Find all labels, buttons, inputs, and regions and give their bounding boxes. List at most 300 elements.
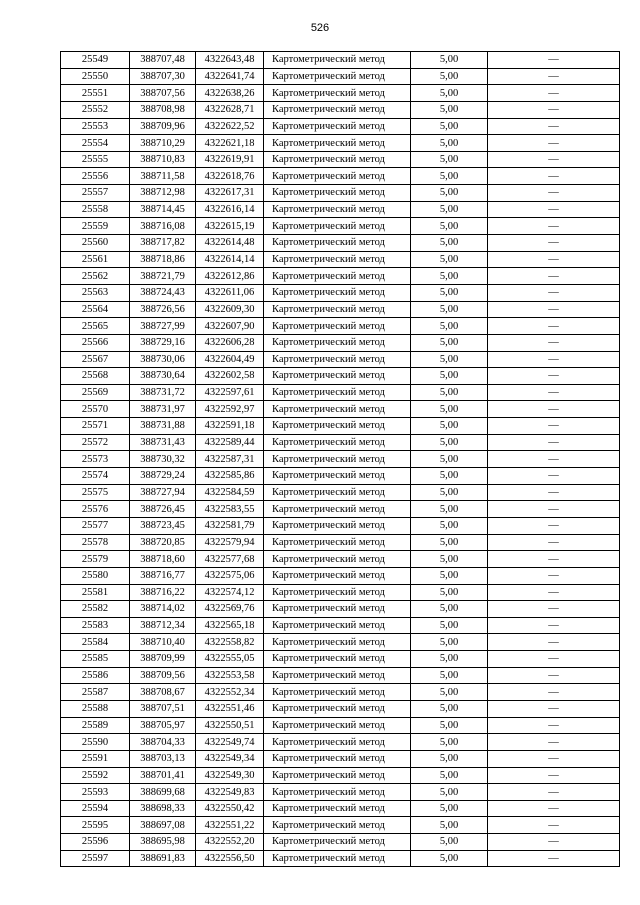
method-cell: Картометрический метод bbox=[264, 817, 411, 834]
point-id-cell: 25550 bbox=[61, 68, 130, 85]
description-cell: — bbox=[488, 284, 620, 301]
x-coordinate-cell: 388716,22 bbox=[130, 584, 196, 601]
table-row bbox=[61, 301, 620, 318]
accuracy-cell: 5,00 bbox=[411, 634, 488, 651]
method-cell: Картометрический метод bbox=[264, 784, 411, 801]
point-id-cell: 25574 bbox=[61, 468, 130, 485]
point-id-cell: 25555 bbox=[61, 151, 130, 168]
description-cell: — bbox=[488, 451, 620, 468]
coordinates-table bbox=[60, 51, 620, 867]
point-id-cell: 25557 bbox=[61, 185, 130, 202]
x-coordinate-cell: 388711,58 bbox=[130, 168, 196, 185]
point-id-cell: 25582 bbox=[61, 601, 130, 618]
table-row bbox=[61, 468, 620, 485]
point-id-cell: 25566 bbox=[61, 334, 130, 351]
point-id-cell: 25552 bbox=[61, 101, 130, 118]
y-coordinate-cell: 4322581,79 bbox=[196, 517, 264, 534]
description-cell: — bbox=[488, 118, 620, 135]
y-coordinate-cell: 4322591,18 bbox=[196, 418, 264, 435]
description-cell: — bbox=[488, 501, 620, 518]
x-coordinate-cell: 388716,77 bbox=[130, 567, 196, 584]
method-cell: Картометрический метод bbox=[264, 534, 411, 551]
point-id-cell: 25592 bbox=[61, 767, 130, 784]
y-coordinate-cell: 4322549,34 bbox=[196, 750, 264, 767]
description-cell: — bbox=[488, 817, 620, 834]
point-id-cell: 25596 bbox=[61, 834, 130, 851]
table-row bbox=[61, 201, 620, 218]
description-cell: — bbox=[488, 185, 620, 202]
x-coordinate-cell: 388726,45 bbox=[130, 501, 196, 518]
table-row bbox=[61, 617, 620, 634]
table-row bbox=[61, 52, 620, 69]
table-row bbox=[61, 384, 620, 401]
x-coordinate-cell: 388714,45 bbox=[130, 201, 196, 218]
method-cell: Картометрический метод bbox=[264, 318, 411, 335]
accuracy-cell: 5,00 bbox=[411, 800, 488, 817]
description-cell: — bbox=[488, 68, 620, 85]
description-cell: — bbox=[488, 418, 620, 435]
point-id-cell: 25588 bbox=[61, 700, 130, 717]
table-row bbox=[61, 534, 620, 551]
point-id-cell: 25564 bbox=[61, 301, 130, 318]
accuracy-cell: 5,00 bbox=[411, 468, 488, 485]
x-coordinate-cell: 388707,51 bbox=[130, 700, 196, 717]
table-row bbox=[61, 101, 620, 118]
accuracy-cell: 5,00 bbox=[411, 118, 488, 135]
table-row bbox=[61, 151, 620, 168]
description-cell: — bbox=[488, 834, 620, 851]
description-cell: — bbox=[488, 52, 620, 69]
table-row bbox=[61, 268, 620, 285]
y-coordinate-cell: 4322583,55 bbox=[196, 501, 264, 518]
method-cell: Картометрический метод bbox=[264, 434, 411, 451]
table-row bbox=[61, 185, 620, 202]
point-id-cell: 25585 bbox=[61, 651, 130, 668]
description-cell: — bbox=[488, 268, 620, 285]
point-id-cell: 25570 bbox=[61, 401, 130, 418]
description-cell: — bbox=[488, 101, 620, 118]
x-coordinate-cell: 388701,41 bbox=[130, 767, 196, 784]
point-id-cell: 25587 bbox=[61, 684, 130, 701]
y-coordinate-cell: 4322555,05 bbox=[196, 651, 264, 668]
method-cell: Картометрический метод bbox=[264, 700, 411, 717]
point-id-cell: 25565 bbox=[61, 318, 130, 335]
point-id-cell: 25562 bbox=[61, 268, 130, 285]
method-cell: Картометрический метод bbox=[264, 334, 411, 351]
y-coordinate-cell: 4322612,86 bbox=[196, 268, 264, 285]
x-coordinate-cell: 388695,98 bbox=[130, 834, 196, 851]
x-coordinate-cell: 388720,85 bbox=[130, 534, 196, 551]
description-cell: — bbox=[488, 401, 620, 418]
description-cell: — bbox=[488, 767, 620, 784]
method-cell: Картометрический метод bbox=[264, 268, 411, 285]
table-row bbox=[61, 284, 620, 301]
table-row bbox=[61, 700, 620, 717]
method-cell: Картометрический метод bbox=[264, 567, 411, 584]
x-coordinate-cell: 388707,30 bbox=[130, 68, 196, 85]
description-cell: — bbox=[488, 684, 620, 701]
point-id-cell: 25597 bbox=[61, 850, 130, 867]
y-coordinate-cell: 4322614,14 bbox=[196, 251, 264, 268]
x-coordinate-cell: 388731,88 bbox=[130, 418, 196, 435]
x-coordinate-cell: 388721,79 bbox=[130, 268, 196, 285]
method-cell: Картометрический метод bbox=[264, 850, 411, 867]
accuracy-cell: 5,00 bbox=[411, 567, 488, 584]
accuracy-cell: 5,00 bbox=[411, 68, 488, 85]
y-coordinate-cell: 4322575,06 bbox=[196, 567, 264, 584]
x-coordinate-cell: 388712,98 bbox=[130, 185, 196, 202]
method-cell: Картометрический метод bbox=[264, 584, 411, 601]
point-id-cell: 25575 bbox=[61, 484, 130, 501]
point-id-cell: 25573 bbox=[61, 451, 130, 468]
accuracy-cell: 5,00 bbox=[411, 168, 488, 185]
description-cell: — bbox=[488, 850, 620, 867]
x-coordinate-cell: 388710,29 bbox=[130, 135, 196, 152]
point-id-cell: 25580 bbox=[61, 567, 130, 584]
table-row bbox=[61, 418, 620, 435]
point-id-cell: 25595 bbox=[61, 817, 130, 834]
description-cell: — bbox=[488, 584, 620, 601]
y-coordinate-cell: 4322607,90 bbox=[196, 318, 264, 335]
y-coordinate-cell: 4322549,74 bbox=[196, 734, 264, 751]
description-cell: — bbox=[488, 634, 620, 651]
x-coordinate-cell: 388717,82 bbox=[130, 235, 196, 252]
x-coordinate-cell: 388731,72 bbox=[130, 384, 196, 401]
accuracy-cell: 5,00 bbox=[411, 85, 488, 102]
x-coordinate-cell: 388724,43 bbox=[130, 284, 196, 301]
y-coordinate-cell: 4322577,68 bbox=[196, 551, 264, 568]
table-row bbox=[61, 251, 620, 268]
point-id-cell: 25591 bbox=[61, 750, 130, 767]
x-coordinate-cell: 388691,83 bbox=[130, 850, 196, 867]
table-row bbox=[61, 750, 620, 767]
y-coordinate-cell: 4322614,48 bbox=[196, 235, 264, 252]
y-coordinate-cell: 4322616,14 bbox=[196, 201, 264, 218]
method-cell: Картометрический метод bbox=[264, 68, 411, 85]
x-coordinate-cell: 388718,60 bbox=[130, 551, 196, 568]
method-cell: Картометрический метод bbox=[264, 717, 411, 734]
accuracy-cell: 5,00 bbox=[411, 534, 488, 551]
point-id-cell: 25572 bbox=[61, 434, 130, 451]
accuracy-cell: 5,00 bbox=[411, 517, 488, 534]
method-cell: Картометрический метод bbox=[264, 634, 411, 651]
description-cell: — bbox=[488, 384, 620, 401]
table-row bbox=[61, 684, 620, 701]
table-row bbox=[61, 517, 620, 534]
accuracy-cell: 5,00 bbox=[411, 251, 488, 268]
point-id-cell: 25561 bbox=[61, 251, 130, 268]
description-cell: — bbox=[488, 717, 620, 734]
method-cell: Картометрический метод bbox=[264, 101, 411, 118]
method-cell: Картометрический метод bbox=[264, 617, 411, 634]
accuracy-cell: 5,00 bbox=[411, 651, 488, 668]
accuracy-cell: 5,00 bbox=[411, 501, 488, 518]
point-id-cell: 25576 bbox=[61, 501, 130, 518]
y-coordinate-cell: 4322552,34 bbox=[196, 684, 264, 701]
y-coordinate-cell: 4322585,86 bbox=[196, 468, 264, 485]
accuracy-cell: 5,00 bbox=[411, 750, 488, 767]
y-coordinate-cell: 4322615,19 bbox=[196, 218, 264, 235]
table-row bbox=[61, 817, 620, 834]
description-cell: — bbox=[488, 334, 620, 351]
y-coordinate-cell: 4322628,71 bbox=[196, 101, 264, 118]
method-cell: Картометрический метод bbox=[264, 301, 411, 318]
point-id-cell: 25584 bbox=[61, 634, 130, 651]
accuracy-cell: 5,00 bbox=[411, 101, 488, 118]
point-id-cell: 25559 bbox=[61, 218, 130, 235]
method-cell: Картометрический метод bbox=[264, 551, 411, 568]
point-id-cell: 25578 bbox=[61, 534, 130, 551]
accuracy-cell: 5,00 bbox=[411, 617, 488, 634]
method-cell: Картометрический метод bbox=[264, 351, 411, 368]
y-coordinate-cell: 4322550,51 bbox=[196, 717, 264, 734]
method-cell: Картометрический метод bbox=[264, 168, 411, 185]
x-coordinate-cell: 388730,32 bbox=[130, 451, 196, 468]
accuracy-cell: 5,00 bbox=[411, 684, 488, 701]
accuracy-cell: 5,00 bbox=[411, 734, 488, 751]
accuracy-cell: 5,00 bbox=[411, 201, 488, 218]
point-id-cell: 25567 bbox=[61, 351, 130, 368]
x-coordinate-cell: 388707,56 bbox=[130, 85, 196, 102]
table-row bbox=[61, 368, 620, 385]
x-coordinate-cell: 388708,67 bbox=[130, 684, 196, 701]
description-cell: — bbox=[488, 484, 620, 501]
point-id-cell: 25577 bbox=[61, 517, 130, 534]
table-row bbox=[61, 850, 620, 867]
method-cell: Картометрический метод bbox=[264, 501, 411, 518]
x-coordinate-cell: 388703,13 bbox=[130, 750, 196, 767]
method-cell: Картометрический метод bbox=[264, 667, 411, 684]
description-cell: — bbox=[488, 368, 620, 385]
point-id-cell: 25554 bbox=[61, 135, 130, 152]
description-cell: — bbox=[488, 601, 620, 618]
method-cell: Картометрический метод bbox=[264, 218, 411, 235]
y-coordinate-cell: 4322584,59 bbox=[196, 484, 264, 501]
y-coordinate-cell: 4322621,18 bbox=[196, 135, 264, 152]
accuracy-cell: 5,00 bbox=[411, 284, 488, 301]
description-cell: — bbox=[488, 235, 620, 252]
description-cell: — bbox=[488, 651, 620, 668]
description-cell: — bbox=[488, 534, 620, 551]
accuracy-cell: 5,00 bbox=[411, 784, 488, 801]
page-number: 526 bbox=[310, 22, 330, 34]
accuracy-cell: 5,00 bbox=[411, 584, 488, 601]
y-coordinate-cell: 4322550,42 bbox=[196, 800, 264, 817]
description-cell: — bbox=[488, 800, 620, 817]
point-id-cell: 25593 bbox=[61, 784, 130, 801]
description-cell: — bbox=[488, 667, 620, 684]
description-cell: — bbox=[488, 750, 620, 767]
method-cell: Картометрический метод bbox=[264, 368, 411, 385]
table-row bbox=[61, 85, 620, 102]
point-id-cell: 25568 bbox=[61, 368, 130, 385]
description-cell: — bbox=[488, 617, 620, 634]
y-coordinate-cell: 4322551,22 bbox=[196, 817, 264, 834]
method-cell: Картометрический метод bbox=[264, 151, 411, 168]
y-coordinate-cell: 4322597,61 bbox=[196, 384, 264, 401]
accuracy-cell: 5,00 bbox=[411, 767, 488, 784]
accuracy-cell: 5,00 bbox=[411, 717, 488, 734]
method-cell: Картометрический метод bbox=[264, 118, 411, 135]
x-coordinate-cell: 388704,33 bbox=[130, 734, 196, 751]
table-row bbox=[61, 451, 620, 468]
x-coordinate-cell: 388727,94 bbox=[130, 484, 196, 501]
y-coordinate-cell: 4322604,49 bbox=[196, 351, 264, 368]
y-coordinate-cell: 4322602,58 bbox=[196, 368, 264, 385]
method-cell: Картометрический метод bbox=[264, 750, 411, 767]
y-coordinate-cell: 4322551,46 bbox=[196, 700, 264, 717]
method-cell: Картометрический метод bbox=[264, 800, 411, 817]
accuracy-cell: 5,00 bbox=[411, 817, 488, 834]
table-row bbox=[61, 334, 620, 351]
y-coordinate-cell: 4322619,91 bbox=[196, 151, 264, 168]
table-row bbox=[61, 601, 620, 618]
description-cell: — bbox=[488, 434, 620, 451]
method-cell: Картометрический метод bbox=[264, 484, 411, 501]
method-cell: Картометрический метод bbox=[264, 185, 411, 202]
accuracy-cell: 5,00 bbox=[411, 218, 488, 235]
y-coordinate-cell: 4322611,06 bbox=[196, 284, 264, 301]
point-id-cell: 25556 bbox=[61, 168, 130, 185]
description-cell: — bbox=[488, 135, 620, 152]
y-coordinate-cell: 4322556,50 bbox=[196, 850, 264, 867]
x-coordinate-cell: 388697,08 bbox=[130, 817, 196, 834]
y-coordinate-cell: 4322553,58 bbox=[196, 667, 264, 684]
method-cell: Картометрический метод bbox=[264, 235, 411, 252]
table-row bbox=[61, 834, 620, 851]
accuracy-cell: 5,00 bbox=[411, 667, 488, 684]
table-row bbox=[61, 634, 620, 651]
accuracy-cell: 5,00 bbox=[411, 235, 488, 252]
method-cell: Картометрический метод bbox=[264, 451, 411, 468]
accuracy-cell: 5,00 bbox=[411, 384, 488, 401]
x-coordinate-cell: 388710,83 bbox=[130, 151, 196, 168]
x-coordinate-cell: 388729,16 bbox=[130, 334, 196, 351]
table-row bbox=[61, 767, 620, 784]
x-coordinate-cell: 388723,45 bbox=[130, 517, 196, 534]
method-cell: Картометрический метод bbox=[264, 468, 411, 485]
x-coordinate-cell: 388714,02 bbox=[130, 601, 196, 618]
accuracy-cell: 5,00 bbox=[411, 434, 488, 451]
x-coordinate-cell: 388731,43 bbox=[130, 434, 196, 451]
x-coordinate-cell: 388726,56 bbox=[130, 301, 196, 318]
y-coordinate-cell: 4322565,18 bbox=[196, 617, 264, 634]
table-row bbox=[61, 501, 620, 518]
table-row bbox=[61, 235, 620, 252]
accuracy-cell: 5,00 bbox=[411, 850, 488, 867]
method-cell: Картометрический метод bbox=[264, 734, 411, 751]
x-coordinate-cell: 388710,40 bbox=[130, 634, 196, 651]
point-id-cell: 25558 bbox=[61, 201, 130, 218]
method-cell: Картометрический метод bbox=[264, 201, 411, 218]
x-coordinate-cell: 388707,48 bbox=[130, 52, 196, 69]
y-coordinate-cell: 4322558,82 bbox=[196, 634, 264, 651]
table-row bbox=[61, 68, 620, 85]
method-cell: Картометрический метод bbox=[264, 517, 411, 534]
description-cell: — bbox=[488, 151, 620, 168]
description-cell: — bbox=[488, 318, 620, 335]
method-cell: Картометрический метод bbox=[264, 52, 411, 69]
table-row bbox=[61, 567, 620, 584]
accuracy-cell: 5,00 bbox=[411, 418, 488, 435]
table-row bbox=[61, 800, 620, 817]
y-coordinate-cell: 4322643,48 bbox=[196, 52, 264, 69]
method-cell: Картометрический метод bbox=[264, 418, 411, 435]
description-cell: — bbox=[488, 700, 620, 717]
method-cell: Картометрический метод bbox=[264, 651, 411, 668]
method-cell: Картометрический метод bbox=[264, 135, 411, 152]
accuracy-cell: 5,00 bbox=[411, 268, 488, 285]
accuracy-cell: 5,00 bbox=[411, 135, 488, 152]
accuracy-cell: 5,00 bbox=[411, 401, 488, 418]
description-cell: — bbox=[488, 351, 620, 368]
x-coordinate-cell: 388709,96 bbox=[130, 118, 196, 135]
y-coordinate-cell: 4322579,94 bbox=[196, 534, 264, 551]
accuracy-cell: 5,00 bbox=[411, 351, 488, 368]
table-row bbox=[61, 667, 620, 684]
description-cell: — bbox=[488, 301, 620, 318]
description-cell: — bbox=[488, 468, 620, 485]
description-cell: — bbox=[488, 251, 620, 268]
method-cell: Картометрический метод bbox=[264, 251, 411, 268]
point-id-cell: 25563 bbox=[61, 284, 130, 301]
point-id-cell: 25569 bbox=[61, 384, 130, 401]
x-coordinate-cell: 388730,06 bbox=[130, 351, 196, 368]
accuracy-cell: 5,00 bbox=[411, 334, 488, 351]
y-coordinate-cell: 4322638,26 bbox=[196, 85, 264, 102]
x-coordinate-cell: 388730,64 bbox=[130, 368, 196, 385]
accuracy-cell: 5,00 bbox=[411, 601, 488, 618]
point-id-cell: 25549 bbox=[61, 52, 130, 69]
y-coordinate-cell: 4322589,44 bbox=[196, 434, 264, 451]
y-coordinate-cell: 4322641,74 bbox=[196, 68, 264, 85]
method-cell: Картометрический метод bbox=[264, 401, 411, 418]
y-coordinate-cell: 4322592,97 bbox=[196, 401, 264, 418]
point-id-cell: 25553 bbox=[61, 118, 130, 135]
description-cell: — bbox=[488, 734, 620, 751]
y-coordinate-cell: 4322618,76 bbox=[196, 168, 264, 185]
table-row bbox=[61, 784, 620, 801]
x-coordinate-cell: 388698,33 bbox=[130, 800, 196, 817]
point-id-cell: 25579 bbox=[61, 551, 130, 568]
accuracy-cell: 5,00 bbox=[411, 368, 488, 385]
method-cell: Картометрический метод bbox=[264, 384, 411, 401]
method-cell: Картометрический метод bbox=[264, 684, 411, 701]
y-coordinate-cell: 4322617,31 bbox=[196, 185, 264, 202]
point-id-cell: 25581 bbox=[61, 584, 130, 601]
description-cell: — bbox=[488, 567, 620, 584]
table-row bbox=[61, 651, 620, 668]
table-row bbox=[61, 717, 620, 734]
x-coordinate-cell: 388705,97 bbox=[130, 717, 196, 734]
y-coordinate-cell: 4322552,20 bbox=[196, 834, 264, 851]
accuracy-cell: 5,00 bbox=[411, 551, 488, 568]
method-cell: Картометрический метод bbox=[264, 284, 411, 301]
table-row bbox=[61, 351, 620, 368]
table-row bbox=[61, 551, 620, 568]
accuracy-cell: 5,00 bbox=[411, 834, 488, 851]
point-id-cell: 25589 bbox=[61, 717, 130, 734]
table-row bbox=[61, 434, 620, 451]
table-row bbox=[61, 401, 620, 418]
y-coordinate-cell: 4322606,28 bbox=[196, 334, 264, 351]
y-coordinate-cell: 4322569,76 bbox=[196, 601, 264, 618]
x-coordinate-cell: 388708,98 bbox=[130, 101, 196, 118]
x-coordinate-cell: 388709,99 bbox=[130, 651, 196, 668]
y-coordinate-cell: 4322587,31 bbox=[196, 451, 264, 468]
x-coordinate-cell: 388729,24 bbox=[130, 468, 196, 485]
method-cell: Картометрический метод bbox=[264, 767, 411, 784]
